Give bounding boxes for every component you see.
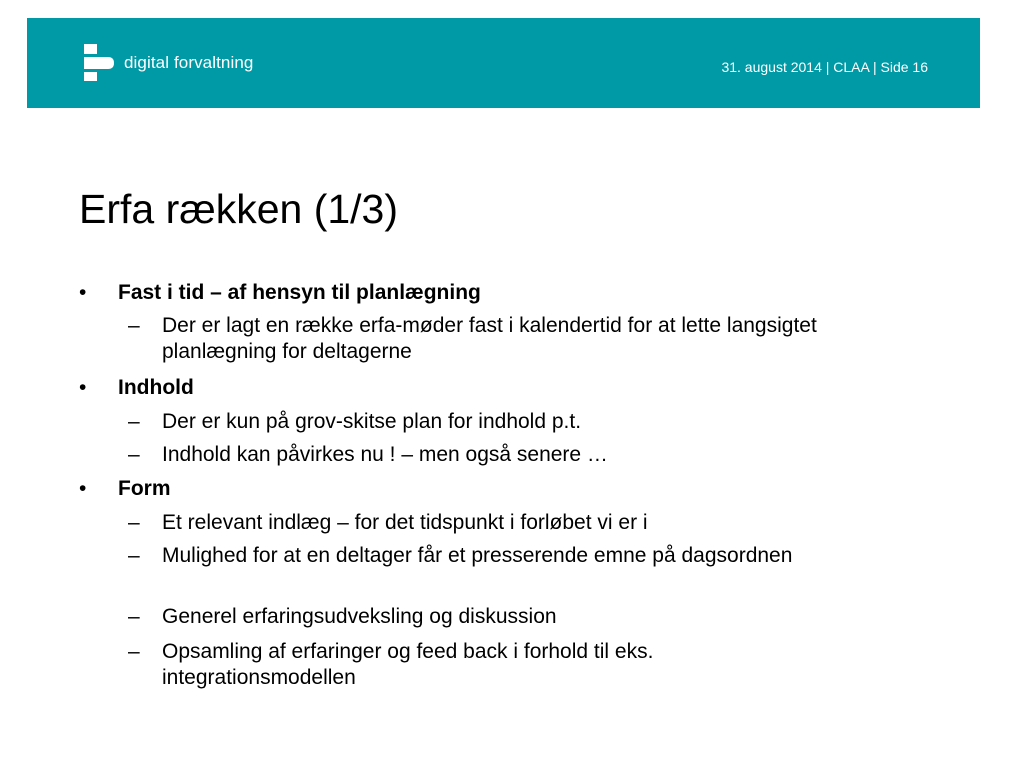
section-heading: Form xyxy=(118,477,171,500)
bullet-marker: • xyxy=(79,477,87,500)
sub-item: Et relevant indlæg – for det tidspunkt i forløbet vi er i xyxy=(162,511,648,534)
sub-item: Mulighed for at en deltager får et presserende emne på dagsordnen xyxy=(162,544,793,567)
logo-text: digital forvaltning xyxy=(124,53,254,72)
sub-item: Opsamling af erfaringer og feed back i forhold til eks. integrationsmodellen xyxy=(162,640,654,689)
bullet-marker: • xyxy=(79,281,87,304)
sub-item: Der er lagt en række erfa-møder fast i kalendertid for at lette langsigtet planlægning for deltagerne xyxy=(162,314,817,363)
dash-marker: – xyxy=(128,314,140,337)
dash-marker: – xyxy=(128,511,140,534)
sub-item: Indhold kan påvirkes nu ! – men også senere … xyxy=(162,443,608,466)
dash-marker: – xyxy=(128,443,140,466)
bullet-marker: • xyxy=(79,376,87,399)
sub-item: Der er kun på grov-skitse plan for indhold p.t. xyxy=(162,410,582,433)
dash-marker: – xyxy=(128,640,140,663)
header-meta: 31. august 2014 | CLAA | Side 16 xyxy=(721,59,928,75)
dash-marker: – xyxy=(128,544,140,567)
section-heading: Indhold xyxy=(118,376,194,399)
slide-title: Erfa rækken (1/3) xyxy=(79,186,398,232)
dash-marker: – xyxy=(128,410,140,433)
section-heading: Fast i tid – af hensyn til planlægning xyxy=(118,281,481,304)
sub-item: Generel erfaringsudveksling og diskussion xyxy=(162,605,557,628)
dash-marker: – xyxy=(128,605,140,628)
